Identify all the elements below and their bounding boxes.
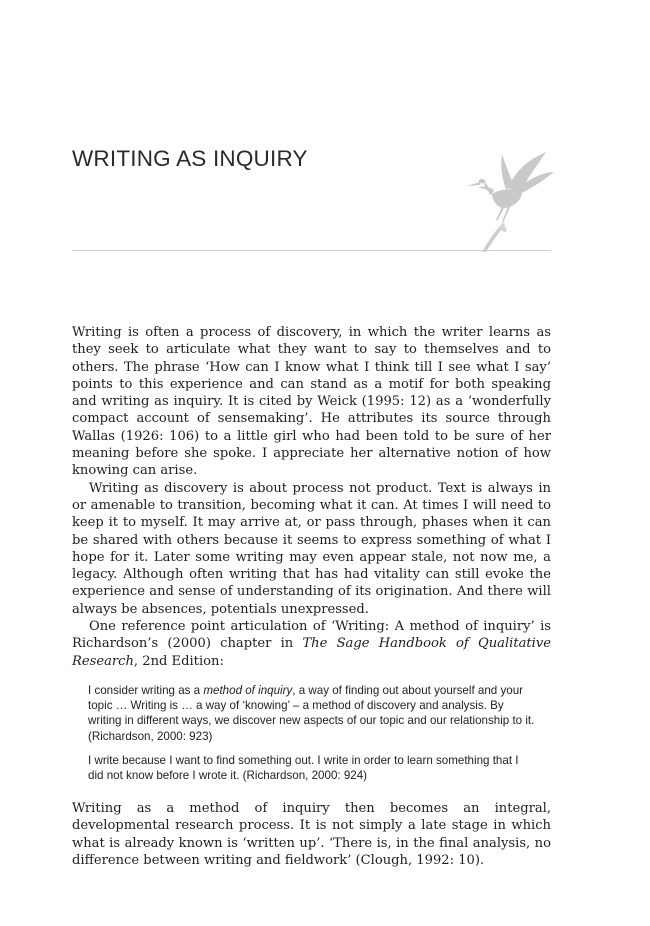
book-title: The Sage Handbook of Qualitative Research [72, 636, 551, 669]
chapter-title: WRITING AS INQUIRY [72, 146, 308, 171]
block-quotes [88, 683, 535, 783]
quote-1-start: I consider writing as a [88, 683, 204, 697]
paragraph-3 [72, 618, 551, 670]
quote-1-end: , a way of finding out about yourself and your topic … Writing is … a way of ‘knowing’ – a method of discovery and analysis. By writing in different ways, we discover new aspects of our topic and our relationship to it. (Richardson, 2000: 923) [88, 683, 535, 743]
header-divider [72, 250, 551, 251]
paragraph-3-end: , 2nd Edition: [133, 653, 224, 669]
paragraph-1: Writing is often a process of discovery, in which the writer learns as they seek to articulate what they want to say to themselves and to others. The phrase ‘How can I know what I think till I see what I say’ points to this experience and can stand as a motif for both speaking and writing as inquiry. It is cited by Weick (1995: 12) as a ‘wonderfully compact account of sensemaking’. He attributes its source through Wallas (1926: 106) to a little girl who had been told to be sure of her meaning before she spoke. I appreciate her alternative notion of how knowing can arise. [72, 325, 551, 479]
block-quote-1 [88, 683, 535, 744]
paragraph-3-start: One reference point articulation of ‘Writing: A method of inquiry’ is Richardson’s (2000) chapter in [72, 619, 551, 652]
paragraph-2: Writing as discovery is about process not product. Text is always in or amenable to transition, becoming what it can. At times I will need to keep it to myself. It may arrive at, or pass through, phases when it can be shared with others because it seems to express something of what I hope for it. Later some writing may even appear stale, not now me, a legacy. Although often writing that has had vitality can still evoke the experience and sense of understanding of its origination. And there will always be absences, potentials unexpressed. [72, 480, 551, 617]
quote-1-emphasis: method of inquiry [203, 683, 293, 697]
heron-bird-icon [462, 150, 554, 252]
block-quote-2: I write because I want to find something out. I write in order to learn something that I did not know before I wrote it. (Richardson, 2000: 924) [88, 753, 519, 782]
paragraph-4: Writing as a method of inquiry then becomes an integral, developmental research process. It is not simply a late stage in which what is already known is ‘written up’. ‘There is, in the final analysis, no difference between writing and fieldwork’ (Clough, 1992: 10). [72, 801, 551, 869]
body-text [72, 324, 551, 869]
